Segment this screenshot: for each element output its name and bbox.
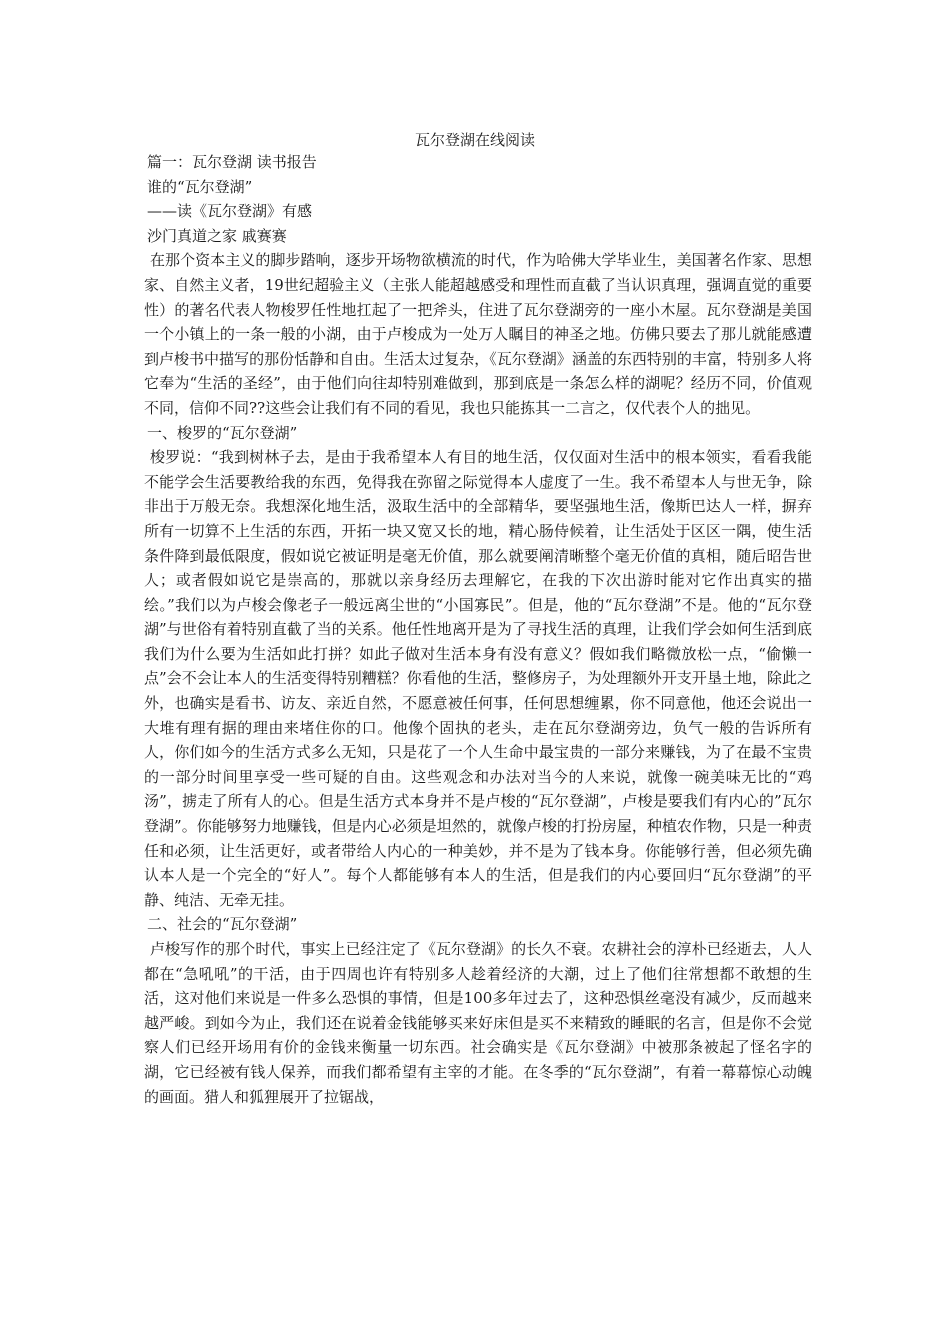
document-body — [144, 150, 812, 1109]
section2-heading: 二、社会的“瓦尔登湖” — [147, 915, 298, 934]
article-title: 谁的“瓦尔登湖” — [147, 177, 253, 196]
document-title: 瓦尔登湖在线阅读 — [414, 131, 535, 149]
intro-paragraph: 在那个资本主义的脚步踏响，逐步开场物欲横流的时代，作为哈佛大学毕业生，美国著名作家、思想家、自然主义者，19世纪超验主义（主张人能超越感受和理性而直截了当认识真理，强调直觉的重要性）的著名代表人物梭罗任性地扛起了一把斧头，住进了瓦尔登湖旁的一座小木屋。瓦尔登湖是美国一个小镇上的一条一般的小湖，由于卢梭成为一处万人瞩目的神圣之地。仿佛只要去了那儿就能感遭到卢梭书中描写的那份恬静和自由。生活太过复杂，《瓦尔登湖》涵盖的东西特别的丰富，特别多人将它奉为“生活的圣经”，由于他们向往却特别难做到，那到底是一条怎么样的湖呢？经历不同，价值观不同，信仰不同??这些会让我们有不同的看见，我也只能拣其一二言之，仅代表个人的拙见。 — [144, 251, 812, 417]
section1-paragraph: 梭罗说：“我到树林子去，是由于我希望本人有目的地生活，仅仅面对生活中的根本领实，看看我能不能学会生活要教给我的东西，免得我在弥留之际觉得本人虚度了一生。我不希望本人与世无争，除非出于万般无奈。我想深化地生活，汲取生活中的全部精华，要坚强地生活，像斯巴达人一样，摒弃所有一切算不上生活的东西，开拓一块又宽又长的地，精心肠侍候着，让生活处于区区一隅，使生活条件降到最低限度，假如说它被证明是毫无价值，那么就要阐清晰整个毫无价值的真相，随后昭告世人；或者假如说它是崇高的，那就以亲身经历去理解它，在我的下次出游时能对它作出真实的描绘。”我们以为卢梭会像老子一般远离尘世的“小国寡民”。但是，他的“瓦尔登湖”不是。他的“瓦尔登湖”与世俗有着特别直截了当的关系。他任性地离开是为了寻找生活的真理，让我们学会如何生活到底我们为什么要为生活如此打拼？如此子做对生活本身有没有意义？假如我们略微放松一点，“偷懒一点”会不会让本人的生活变得特别糟糕？你看他的生活，整修房子，为处理额外开支开垦土地，除此之外，也确实是看书、访友、亲近自然，不愿意被任何事，任何思想缠累，你不同意他，他还会说出一大堆有理有据的理由来堵住你的口。他像个固执的老头，走在瓦尔登湖旁边，负气一般的告诉所有人，你们如今的生活方式多么无知，只是花了一个人生命中最宝贵的一部分来赚钱，为了在最不宝贵的一部分时间里享受一些可疑的自由。这些观念和办法对当今的人来说，就像一碗美味无比的“鸡汤”，掳走了所有人的心。但是生活方式本身并不是卢梭的“瓦尔登湖”，卢梭是要我们有内心的”瓦尔登湖”。你能够努力地赚钱，但是内心必须是坦然的，就像卢梭的打扮房屋，种植农作物，只是一种责任和必须，让生活更好，或者带给人内心的一种美妙，并不是为了钱本身。你能够行善，但必须先确认本人是一个完全的“好人”。每个人都能够有本人的生活，但是我们的内心要回归“瓦尔登湖”的平静、纯洁、无牵无挂。 — [144, 448, 812, 909]
article-author: 沙门真道之家 戚赛赛 — [147, 226, 287, 245]
article-label: 篇一：瓦尔登湖 读书报告 — [147, 153, 317, 171]
section1-heading: 一、梭罗的“瓦尔登湖” — [147, 423, 298, 442]
article-subtitle: ——读《瓦尔登湖》有感 — [147, 202, 313, 221]
section2-paragraph: 卢梭写作的那个时代，事实上已经注定了《瓦尔登湖》的长久不衰。农耕社会的淳朴已经逝去，人人都在“急吼吼”的干活，由于四周也许有特别多人趁着经济的大潮，过上了他们往常想都不敢想的生活，这对他们来说是一件多么恐惧的事情，但是100多年过去了，这种恐惧丝毫没有减少，反而越来越严峻。到如今为止，我们还在说着金钱能够买来好床但是买不来精致的睡眠的名言，但是你不会觉察人们已经开场用有价的金钱来衡量一切东西。社会确实是《瓦尔登湖》中被那条被起了怪名字的湖，它已经被有钱人保养，而我们都希望有主宰的才能。在冬季的“瓦尔登湖”，有着一幕幕惊心动魄的画面。猎人和狐狸展开了拉锯战， — [144, 940, 812, 1106]
